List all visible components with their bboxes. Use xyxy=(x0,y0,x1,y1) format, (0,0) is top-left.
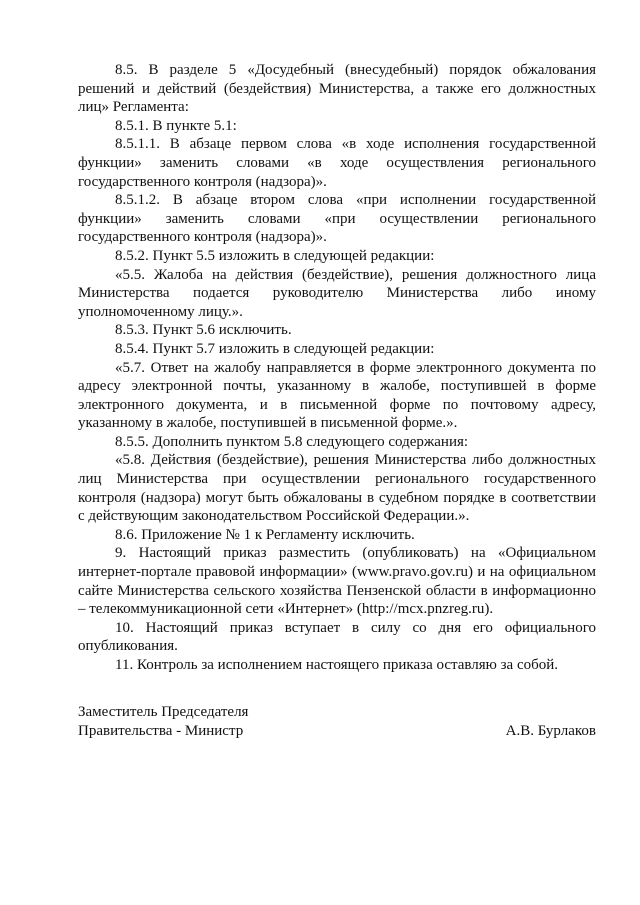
paragraph-8-5-1-2: 8.5.1.2. В абзаце втором слова «при исполнении государственной функции» заменить словами «при осуществлении регионального государственного контроля (надзора)». xyxy=(78,192,596,246)
paragraph-8-5-3: 8.5.3. Пункт 5.6 исключить. xyxy=(115,322,292,339)
paragraph-8-5-4: 8.5.4. Пункт 5.7 изложить в следующей редакции: xyxy=(115,340,435,357)
signatory-position-line-2: Правительства - Министр xyxy=(78,722,244,739)
signatory-position-line-1: Заместитель Председателя xyxy=(78,704,249,720)
signatory-name: А.В. Бурлаков xyxy=(505,722,596,739)
paragraph-8-5-1: 8.5.1. В пункте 5.1: xyxy=(115,117,237,134)
paragraph-8-5-2: 8.5.2. Пункт 5.5 изложить в следующей редакции: xyxy=(115,247,435,264)
paragraph-8-5: 8.5. В разделе 5 «Досудебный (внесудебный) порядок обжалования решений и действий (бездействия) Министерства, а также его должностных лиц» Регламента: xyxy=(78,62,596,116)
paragraph-8-5-1-1: 8.5.1.1. В абзаце первом слова «в ходе исполнения государственной функции» заменить словами «в ходе осуществления регионального государственного контроля (надзора)». xyxy=(78,136,596,190)
paragraph-5-5-quote: «5.5. Жалоба на действия (бездействие), решения должностного лица Министерства подается руководителю Министерства либо иному уполномоченному лицу.». xyxy=(78,266,596,320)
paragraph-8-6: 8.6. Приложение № 1 к Регламенту исключить. xyxy=(115,526,415,543)
signature-line-1 xyxy=(78,703,596,722)
paragraph-8-5-5: 8.5.5. Дополнить пунктом 5.8 следующего содержания: xyxy=(115,433,469,450)
paragraph-5-8-quote: «5.8. Действия (бездействие), решения Министерства либо должностных лиц Министерства при осуществлении регионального государственного контроля (надзора) могут быть обжалованы в судебном порядке в соответствии с действующим законодательством Российской Федерации.». xyxy=(78,452,596,525)
paragraph-11: 11. Контроль за исполнением настоящего приказа оставляю за собой. xyxy=(115,657,559,673)
paragraph-10: 10. Настоящий приказ вступает в силу со дня его официального опубликования. xyxy=(78,619,596,655)
paragraph-5-7-quote: «5.7. Ответ на жалобу направляется в форме электронного документа по адресу электронной почты, указанному в жалобе, поступившей в форме электронного документа, и в письменной форме по почтовому адресу, указанному в жалобе, поступившей в письменной форме.». xyxy=(78,359,596,432)
signature-block xyxy=(78,703,596,740)
document-body xyxy=(78,61,596,675)
signature-line-2 xyxy=(78,722,596,741)
paragraph-9: 9. Настоящий приказ разместить (опубликовать) на «Официальном интернет-портале правовой информации» (www.pravo.gov.ru) и на официальном сайте Министерства сельского хозяйства Пензенской области в информационно – телекоммуникационной сети «Интернет» (http://mcx.pnzreg.ru). xyxy=(78,545,596,618)
